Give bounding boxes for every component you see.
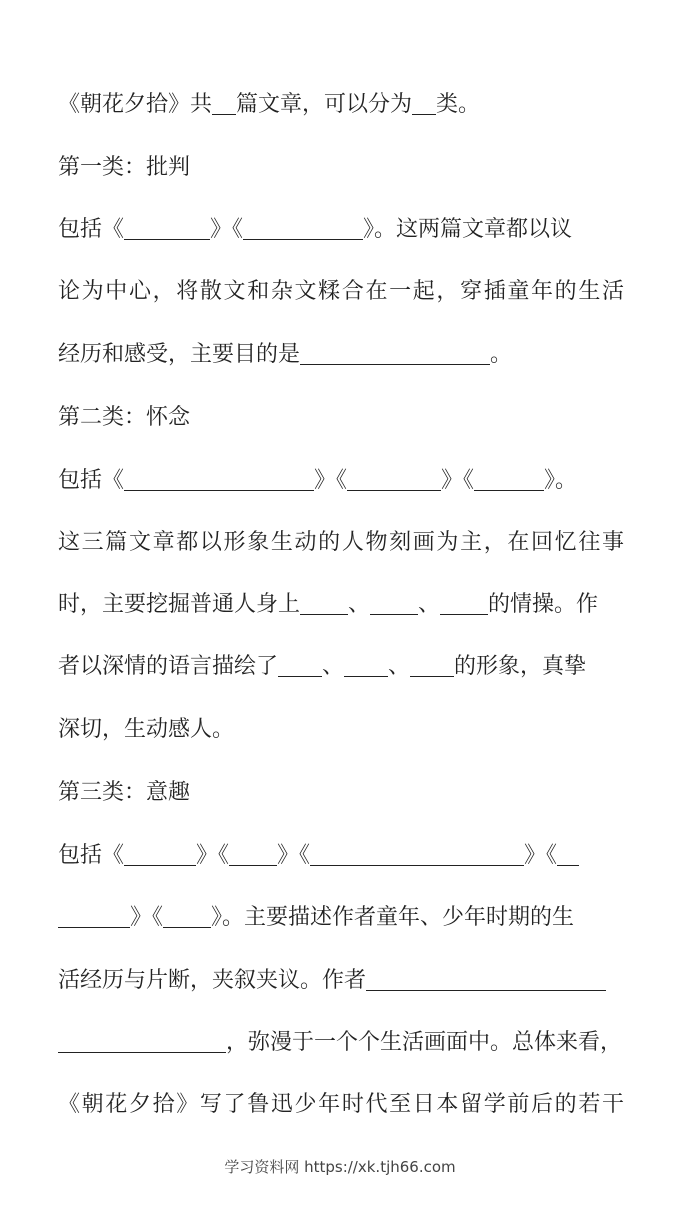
text-segment: 论为中心，将散文和杂文糅合在一起，穿插童年的生活 (58, 279, 624, 304)
text-segment: 》《 (130, 905, 164, 930)
text-segment: 者以深情的语言描绘了 (58, 654, 279, 679)
text-segment: 深切，生动感人。 (58, 717, 235, 742)
blank-title[interactable] (124, 468, 314, 491)
paragraph-line (58, 841, 624, 871)
blank-quality[interactable] (440, 592, 488, 615)
text-segment: 》。主要描述作者童年、少年时期的生 (211, 905, 575, 930)
blank-title[interactable] (347, 468, 441, 491)
heading-text: 第一类：批判 (58, 155, 191, 180)
blank-title[interactable] (310, 843, 524, 866)
blank-quality[interactable] (370, 592, 418, 615)
paragraph-line (58, 340, 624, 370)
blank-article-count[interactable] (212, 92, 236, 115)
text-segment: 、 (348, 592, 371, 617)
text-segment: 。 (490, 342, 513, 367)
paragraph-line (58, 715, 624, 745)
text-segment: 的情操。作 (488, 592, 599, 617)
blank-title[interactable] (229, 843, 277, 866)
blank-title[interactable] (163, 905, 211, 928)
text-segment: 类。 (436, 92, 481, 117)
text-segment: 《朝花夕拾》写了鲁迅少年时代至日本留学前后的若干 (58, 1092, 624, 1117)
paragraph-line (58, 652, 624, 682)
paragraph-line (58, 966, 624, 996)
paragraph-line (58, 1090, 624, 1120)
footer-watermark: 学习资料网 https://xk.tjh66.com (224, 1158, 456, 1176)
text-segment: 的形象，真挚 (454, 654, 587, 679)
blank-category-count[interactable] (412, 92, 436, 115)
text-segment: 包括《 (58, 843, 125, 868)
blank-title[interactable] (474, 468, 544, 491)
text-segment: ，弥漫于一个个生活画面中。总体来看， (226, 1030, 623, 1055)
text-segment: 经历和感受，主要目的是 (58, 342, 301, 367)
blank-title[interactable] (124, 217, 210, 240)
text-segment: 包括《 (58, 468, 125, 493)
section-heading-1 (58, 153, 624, 183)
paragraph-line (58, 903, 624, 933)
paragraph-line (58, 1028, 624, 1058)
blank-purpose[interactable] (300, 342, 490, 365)
text-segment: 这三篇文章都以形象生动的人物刻画为主，在回忆往事 (58, 530, 624, 555)
text-segment: 《朝花夕拾》共 (58, 92, 213, 117)
text-segment: 篇文章，可以分为 (236, 92, 413, 117)
section-heading-3 (58, 778, 624, 808)
paragraph-line (58, 528, 624, 558)
paragraph-line (58, 590, 624, 620)
blank-title-end[interactable] (58, 905, 130, 928)
text-segment: 》《 (314, 468, 348, 493)
text-segment: 、 (388, 654, 411, 679)
text-segment: 活经历与片断，夹叙夹议。作者 (58, 968, 367, 993)
blank-title[interactable] (243, 217, 363, 240)
heading-text: 第二类：怀念 (58, 405, 191, 430)
text-segment: 时，主要挖掘普通人身上 (58, 592, 301, 617)
text-segment: 、 (322, 654, 345, 679)
blank-title-start[interactable] (557, 843, 579, 866)
text-segment: 》《 (196, 843, 230, 868)
blank-title[interactable] (124, 843, 196, 866)
intro-line (58, 90, 624, 120)
text-segment: 》《 (277, 843, 311, 868)
text-segment: 》《 (524, 843, 558, 868)
paragraph-line (58, 466, 624, 496)
text-segment: 》《 (210, 217, 244, 242)
blank-feeling-start[interactable] (366, 968, 606, 991)
heading-text: 第三类：意趣 (58, 780, 191, 805)
section-heading-2 (58, 403, 624, 433)
blank-feeling-end[interactable] (58, 1030, 226, 1053)
text-segment: 》《 (441, 468, 475, 493)
text-segment: 》。 (544, 468, 578, 493)
text-segment: 》。这两篇文章都以议 (363, 217, 573, 242)
blank-quality[interactable] (300, 592, 348, 615)
text-segment: 包括《 (58, 217, 125, 242)
blank-character[interactable] (410, 654, 454, 677)
blank-character[interactable] (278, 654, 322, 677)
paragraph-line (58, 277, 624, 307)
text-segment: 、 (418, 592, 441, 617)
blank-character[interactable] (344, 654, 388, 677)
paragraph-line (58, 215, 624, 245)
